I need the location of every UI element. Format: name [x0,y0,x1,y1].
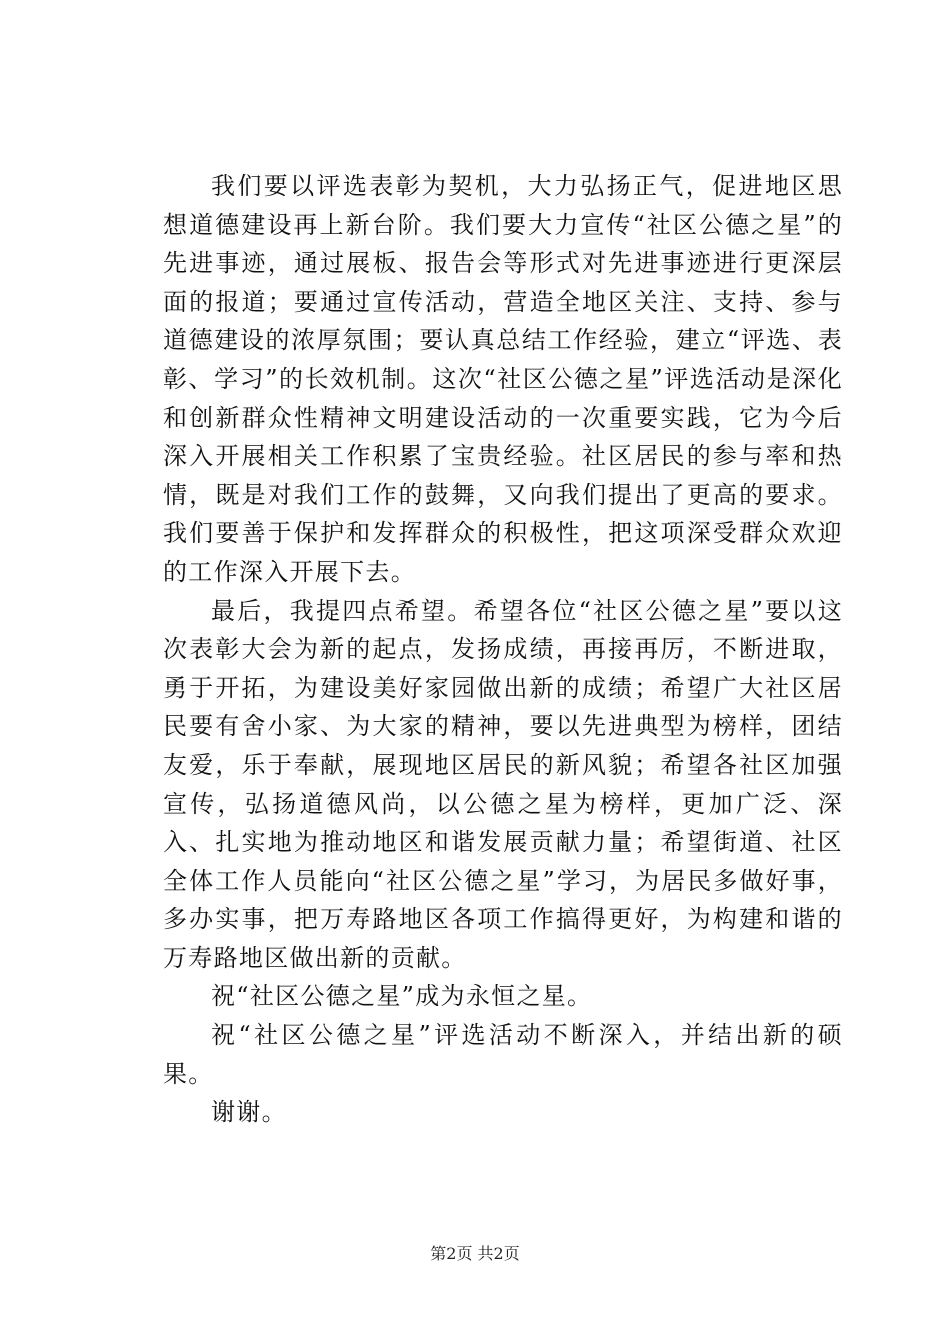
paragraph-4: 祝“社区公德之星”评选活动不断深入，并结出新的硕果。 [163,1021,843,1088]
paragraph-1: 我们要以评选表彰为契机，大力弘扬正气，促进地区思想道德建设再上新台阶。我们要大力宣传“社区公德之星”的先进事迹，通过展板、报告会等形式对先进事迹进行更深层面的报道；要通过宣传活动，营造全地区关注、支持、参与道德建设的浓厚氛围；要认真总结工作经验，建立“评选、表彰、学习”的长效机制。这次“社区公德之星”评选活动是深化和创新群众性精神文明建设活动的一次重要实践，它为今后深入开展相关工作积累了宝贵经验。社区居民的参与率和热情，既是对我们工作的鼓舞，又向我们提出了更高的要求。我们要善于保护和发挥群众的积极性，把这项深受群众欢迎的工作深入开展下去。 [163,172,843,586]
paragraph-3: 祝“社区公德之星”成为永恒之星。 [211,982,593,1011]
page-footer: 第2页 共2页 [430,1244,520,1263]
paragraph-2: 最后，我提四点希望。希望各位“社区公德之星”要以这次表彰大会为新的起点，发扬成绩，再接再厉，不断进取，勇于开拓，为建设美好家园做出新的成绩；希望广大社区居民要有舍小家、为大家的精神，要以先进典型为榜样，团结友爱，乐于奉献，展现地区居民的新风貌；希望各社区加强宣传，弘扬道德风尚，以公德之星为榜样，更加广泛、深入、扎实地为推动地区和谐发展贡献力量；希望街道、社区全体工作人员能向“社区公德之星”学习，为居民多做好事，多办实事，把万寿路地区各项工作搞得更好，为构建和谐的万寿路地区做出新的贡献。 [163,596,843,972]
document-body [163,167,843,1132]
paragraph-5: 谢谢。 [211,1098,287,1127]
